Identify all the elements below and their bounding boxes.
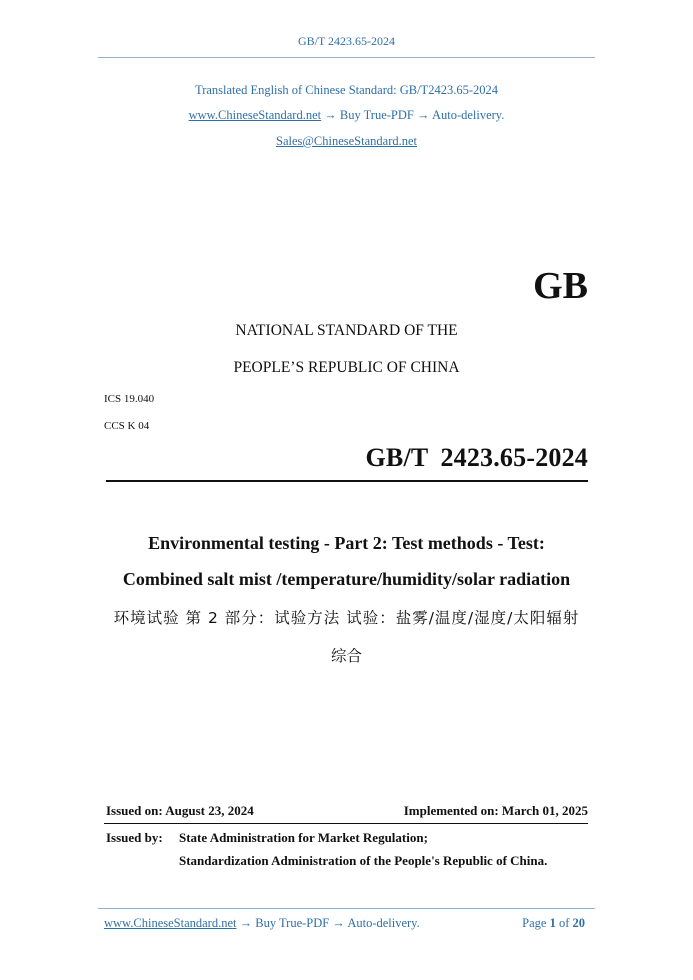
arrow-icon: → bbox=[239, 916, 253, 930]
arrow-icon: → bbox=[332, 916, 345, 930]
running-header: GB/T 2423.65-2024 bbox=[297, 34, 396, 48]
footer-buy-line bbox=[104, 916, 420, 931]
standard-code: 2423.65-2024 bbox=[440, 443, 588, 472]
site-link[interactable]: www.ChineseStandard.net bbox=[188, 108, 322, 122]
footer-buy-text: Buy True-PDF bbox=[255, 916, 330, 930]
title-en-line-2: Combined salt mist /temperature/humidity/solar radiation bbox=[122, 569, 571, 589]
page-label: Page bbox=[522, 916, 547, 930]
national-standard-line-2: PEOPLE’S REPUBLIC OF CHINA bbox=[233, 359, 460, 376]
footer-site-link[interactable]: www.ChineseStandard.net bbox=[104, 916, 237, 930]
delivery-text: Auto-delivery. bbox=[431, 108, 505, 122]
issuer-1: State Administration for Market Regulation; bbox=[179, 830, 428, 845]
page-current: 1 bbox=[549, 916, 556, 930]
standard-number bbox=[300, 443, 588, 473]
title-cn-line-1: 环境试验 第 2 部分：试验方法 试验：盐雾/温度/湿度/太阳辐射 bbox=[113, 609, 580, 627]
of-label: of bbox=[558, 916, 570, 930]
ics-code: ICS 19.040 bbox=[104, 393, 155, 405]
national-standard-line-1: NATIONAL STANDARD OF THE bbox=[235, 322, 458, 339]
footer-delivery-text: Auto-delivery. bbox=[347, 916, 420, 930]
footer-divider bbox=[98, 908, 595, 909]
gb-mark: GB bbox=[533, 265, 588, 307]
page-total: 20 bbox=[572, 916, 585, 930]
promo-translation-line: Translated English of Chinese Standard: GB/T2423.65-2024 bbox=[195, 83, 498, 97]
arrow-icon: → bbox=[417, 108, 430, 122]
title-en-line-1: Environmental testing - Part 2: Test methods - Test: bbox=[148, 533, 545, 553]
dates-rule bbox=[104, 823, 588, 824]
buy-text: Buy True-PDF bbox=[339, 108, 414, 122]
issued-by-label: Issued by: bbox=[106, 830, 163, 845]
standard-prefix: GB/T bbox=[365, 443, 429, 472]
issued-on: Issued on: August 23, 2024 bbox=[106, 803, 254, 818]
page-indicator bbox=[470, 916, 585, 931]
issuer-2: Standardization Administration of the People's Republic of China. bbox=[179, 853, 548, 868]
standard-number-rule bbox=[106, 480, 588, 482]
sales-email-link[interactable]: Sales@ChineseStandard.net bbox=[276, 134, 417, 148]
header-divider bbox=[98, 57, 595, 58]
implemented-on: Implemented on: March 01, 2025 bbox=[403, 803, 588, 818]
arrow-icon: → bbox=[324, 108, 337, 122]
promo-buy-line bbox=[0, 108, 693, 123]
promo-email-line bbox=[0, 134, 693, 149]
ccs-code: CCS K 04 bbox=[104, 420, 150, 432]
title-cn-line-2: 综合 bbox=[330, 647, 362, 665]
